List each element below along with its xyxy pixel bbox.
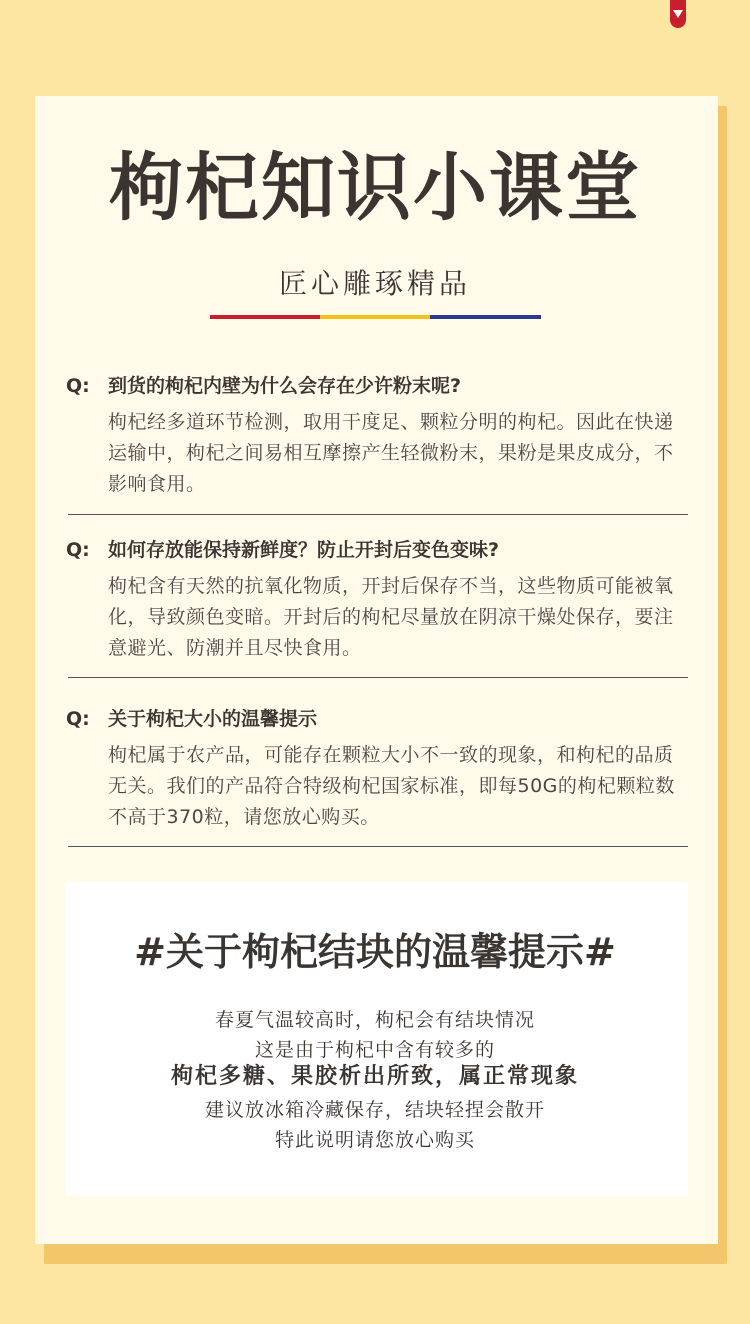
stripe-blue xyxy=(430,315,541,319)
tips-line: 特此说明请您放心购买 xyxy=(274,1129,475,1151)
tips-line: 建议放冰箱冷藏保存，结块轻捏会散开 xyxy=(204,1099,545,1121)
page-subtitle: 匠心雕琢精品 xyxy=(278,267,471,300)
divider xyxy=(68,514,688,515)
page-title: 枸杞知识小课堂 xyxy=(109,145,641,231)
faq-question xyxy=(66,704,688,734)
q-prefix: Q: xyxy=(66,539,90,561)
faq-question xyxy=(66,371,688,401)
faq-answer: 枸杞经多道环节检测，取用干度足、颗粒分明的枸杞。因此在快递运输中，枸杞之间易相互摩擦产生轻微粉末，果粉是果皮成分，不影响食用。 xyxy=(108,411,674,495)
question-text: 关于枸杞大小的温馨提示 xyxy=(108,708,318,730)
question-text: 到货的枸杞内壁为什么会存在少许粉末呢? xyxy=(108,375,462,397)
chevron-down-icon xyxy=(673,10,683,18)
tips-line-emphasis: 枸杞多糖、果胶析出所致，属正常现象 xyxy=(170,1064,579,1089)
tips-title: #关于枸杞结块的温馨提示# xyxy=(134,929,616,974)
faq-question xyxy=(66,535,688,565)
faq-answer: 枸杞含有天然的抗氧化物质，开封后保存不当，这些物质可能被氧化，导致颜色变暗。开封后的枸杞尽量放在阴凉干燥处保存，要注意避光、防潮并且尽快食用。 xyxy=(108,575,674,659)
tips-line: 这是由于枸杞中含有较多的 xyxy=(254,1039,495,1061)
q-prefix: Q: xyxy=(66,708,90,730)
faq-answer: 枸杞属于农产品，可能存在颗粒大小不一致的现象，和枸杞的品质无关。我们的产品符合特级枸杞国家标准，即每50G的枸杞颗粒数不高于370粒，请您放心购买。 xyxy=(108,744,675,828)
q-prefix: Q: xyxy=(66,375,90,397)
stripe-red xyxy=(210,315,320,319)
divider xyxy=(68,846,688,847)
divider xyxy=(68,677,688,678)
faq-item xyxy=(66,535,688,664)
faq-item xyxy=(66,371,688,500)
scroll-top-tab[interactable] xyxy=(670,0,686,28)
faq-item xyxy=(66,704,688,833)
stripe-yellow xyxy=(320,315,430,319)
tips-line: 春夏气温较高时，枸杞会有结块情况 xyxy=(214,1009,535,1031)
question-text: 如何存放能保持新鲜度？防止开封后变色变味? xyxy=(108,539,500,561)
